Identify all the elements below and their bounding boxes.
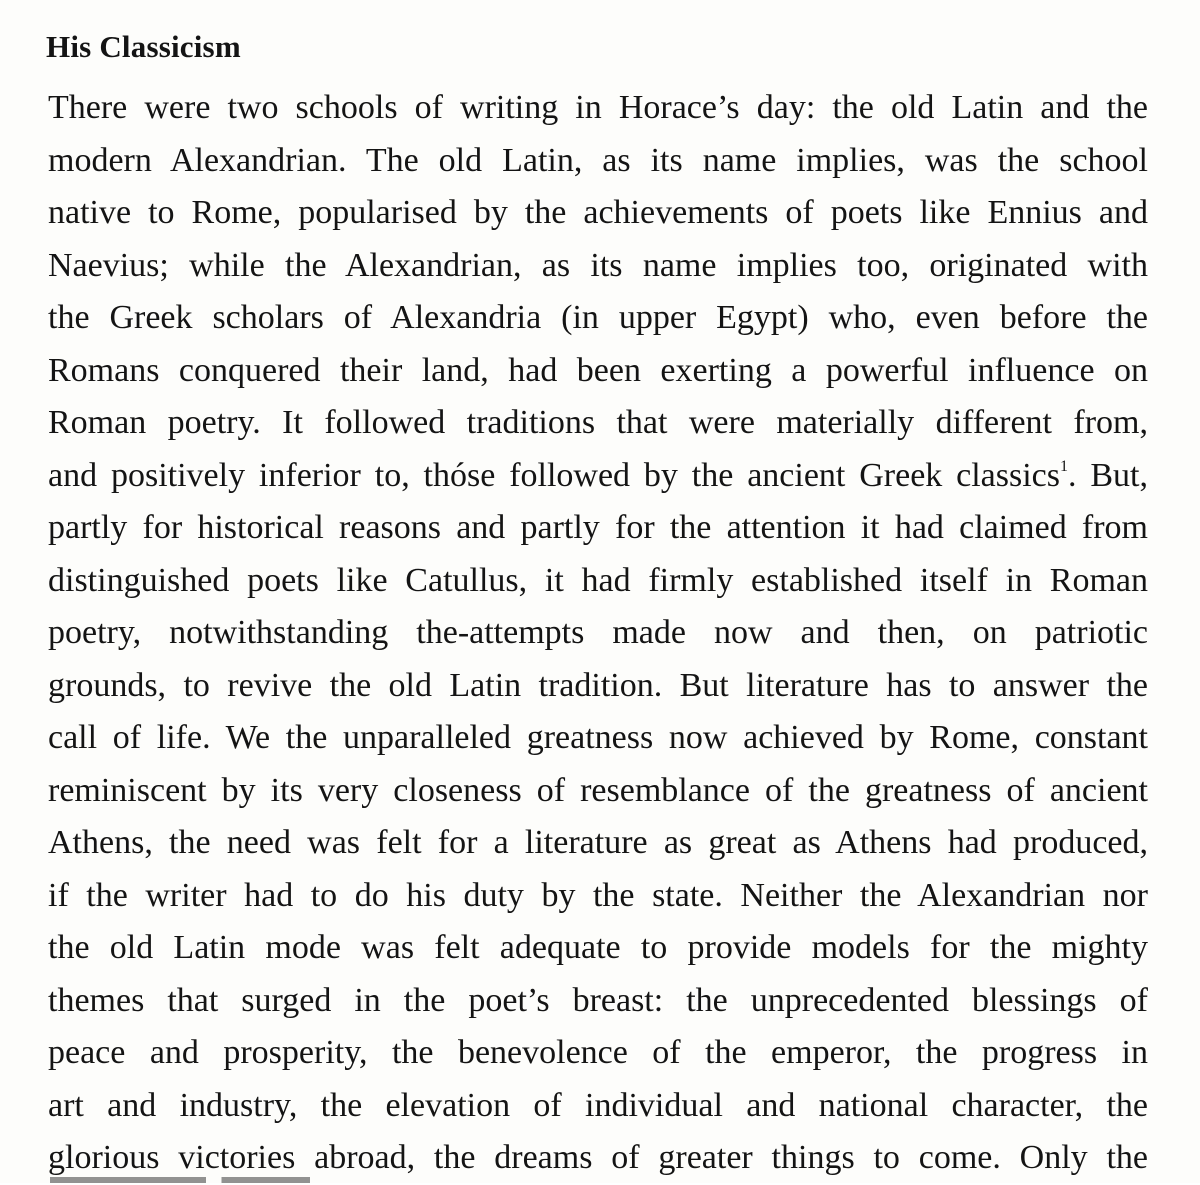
cropped-next-line: [50, 1168, 310, 1183]
text-line: if the writer had to do his duty by the state. Neither the Alexandrian nor: [48, 876, 1148, 914]
text-line: peace and prosperity, the benevolence of the emperor, the progress in: [48, 1034, 1148, 1071]
text-line: Roman poetry. It followed traditions that were materially different from,: [48, 404, 1148, 441]
body-paragraph: [48, 82, 1148, 1185]
text-line: the Greek scholars of Alexandria (in upper Egypt) who, even before the: [48, 299, 1148, 336]
cropped-text-fragment: [50, 1177, 310, 1183]
text-line: grounds, to revive the old Latin tradition. But literature has to answer the: [48, 666, 1148, 704]
text-line: Athens, the need was felt for a literature as great as Athens had produced,: [48, 824, 1148, 861]
text-line: themes that surged in the poet’s breast: the unprecedented blessings of: [48, 981, 1148, 1019]
text-line: distinguished poets like Catullus, it had firmly established itself in Roman: [48, 561, 1148, 599]
section-heading: His Classicism: [46, 29, 241, 64]
text-line-with-footnote: [48, 450, 1148, 503]
text-line: art and industry, the elevation of individual and national character, the: [48, 1086, 1148, 1124]
footnote-marker[interactable]: 1: [1060, 458, 1069, 476]
text-line: poetry, notwithstanding the-attempts made now and then, on patriotic: [48, 614, 1148, 651]
text-line: modern Alexandrian. The old Latin, as its name implies, was the school: [48, 141, 1148, 179]
text-line-part: and positively inferior to, thóse followed by the ancient Greek classics: [48, 456, 1061, 494]
text-line: reminiscent by its very closeness of resemblance of the greatness of ancient: [48, 771, 1148, 809]
text-line: native to Rome, popularised by the achievements of poets like Ennius and: [48, 194, 1148, 231]
text-line: There were two schools of writing in Horace’s day: the old Latin and the: [48, 89, 1148, 126]
text-line-part: . But,: [1068, 456, 1148, 494]
text-line: glorious victories abroad, the dreams of greater things to come. Only the: [48, 1139, 1148, 1176]
text-line: partly for historical reasons and partly for the attention it had claimed from: [48, 509, 1148, 546]
text-line: Naevius; while the Alexandrian, as its name implies too, originated with: [48, 246, 1148, 284]
text-line: the old Latin mode was felt adequate to provide models for the mighty: [48, 929, 1148, 966]
text-line: call of life. We the unparalleled greatness now achieved by Rome, constant: [48, 719, 1148, 756]
text-line: Romans conquered their land, had been exerting a powerful influence on: [48, 351, 1148, 389]
